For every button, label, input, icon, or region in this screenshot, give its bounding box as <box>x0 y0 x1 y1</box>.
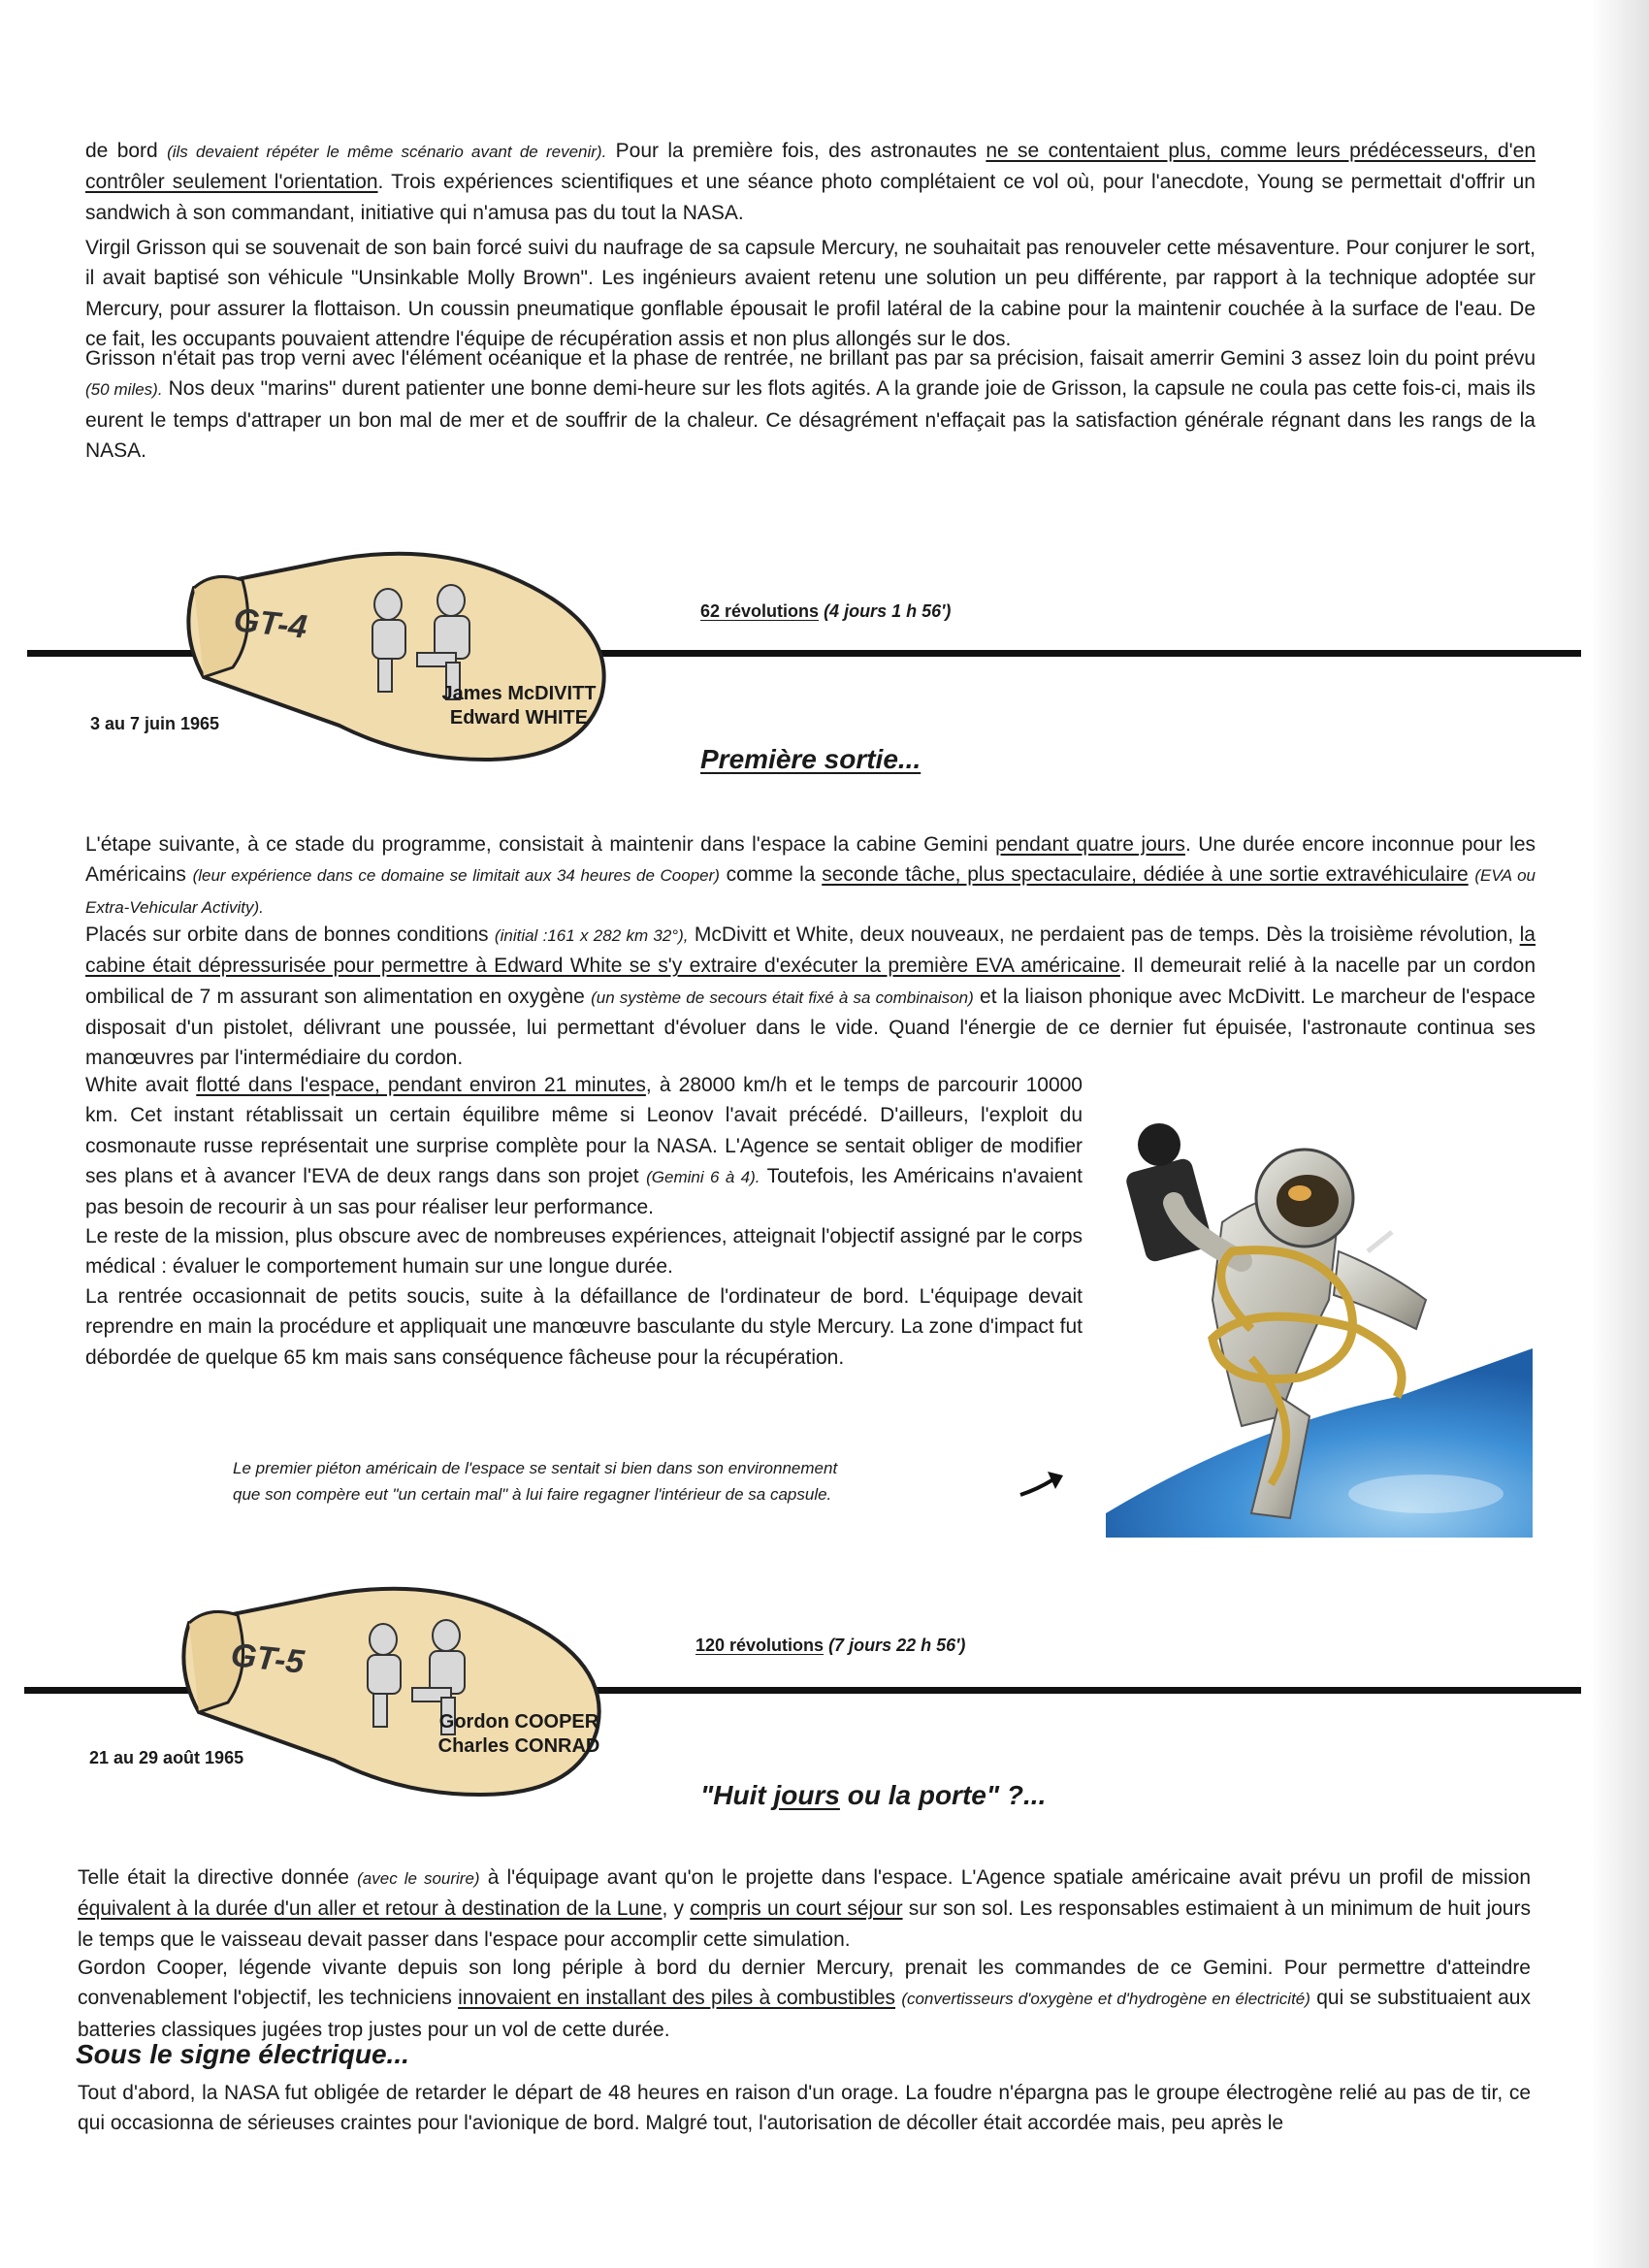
gt5-paragraph-1: Telle était la directive donnée (avec le sourire) à l'équipage avant qu'on le projette dans l'espace. L'Agence spatiale américaine avait prévu un profil de mission équivalent à la durée d'un aller et retour à destination de la Lune, y compris un court séjour sur son sol. Les responsables estimaient à un minimum de huit jours le temps que le vaisseau devait passer dans l'espace pour accomplir cette simulation. <box>78 1866 1532 1951</box>
gt4-paragraph-4: Le reste de la mission, plus obscure avec de nombreuses expériences, atteignait l'objectif assigné par le corps médical : évaluer le comportement humain sur une longue durée. <box>85 1225 1083 1279</box>
gt4-revolutions: 62 révolutions (4 jours 1 h 56') <box>700 601 952 621</box>
intro-paragraph-3: Grisson n'était pas trop verni avec l'élément océanique et la phase de rentrée, ne brillant pas par sa précision, faisait amerrir Gemini 3 assez loin du point prévu (50 miles). Nos deux "marins" durent patienter une bonne demi-heure sur les flots agités. A la grande joie de Grisson, la capsule ne coula pas cette fois-ci, mais ils eurent le temps d'attraper un bon mal de mer et de souffrir de la chaleur. Ce désagrément n'effaçait pas la satisfaction générale régnant dans les rangs de la NASA. <box>85 347 1536 462</box>
astronaut-eva-illustration <box>1106 1106 1533 1538</box>
intro-paragraph-2: Virgil Grisson qui se souvenait de son bain forcé suivi du naufrage de sa capsule Mercury, ne souhaitait pas renouveler cette mésaventure. Pour conjurer le sort, il avait baptisé son véhicule "Unsinkable Molly Brown". Les ingénieurs avaient retenu une solution un peu différente, par rapport à la technique adoptée sur Mercury, pour assurer la flottaison. Un coussin pneumatique gonflable épousait le profil latéral de la cabine pour la maintenir couchée à la surface de l'eau. De ce fait, les occupants pouvaient attendre l'équipe de récupération assis et non plus allongés sur le dos. <box>85 237 1536 350</box>
gt4-date: 3 au 7 juin 1965 <box>90 714 220 733</box>
gt4-heading: Première sortie... <box>700 744 922 774</box>
gt4-paragraph-5: La rentrée occasionnait de petits soucis, suite à la défaillance de l'ordinateur de bord. L'équipage devait reprendre en main la procédure et appliquait une manœuvre basculante du style Mercury. La zone d'impact fut débordée de quelque 65 km mais sans conséquence fâcheuse pour la récupération. <box>85 1285 1083 1369</box>
gt4-caption-line-2: que son compère eut "un certain mal" à lui faire regagner l'intérieur de sa capsule. <box>233 1485 832 1504</box>
gt4-paragraph-1: L'étape suivante, à ce stade du programme, consistait à maintenir dans l'espace la cabine Gemini pendant quatre jours. Une durée encore inconnue pour les Américains (leur expérience dans ce domaine se limitait aux 34 heures de Cooper) comme la seconde tâche, plus spectaculaire, dédiée à une sortie extravéhiculaire (EVA ou Extra-Vehicular Activity). <box>85 833 1536 917</box>
intro-paragraph-1: de bord (ils devaient répéter le même scénario avant de revenir). Pour la première fois, des astronautes ne se contentaient plus, comme leurs prédécesseurs, d'en contrôler seulement l'orientation. Trois expériences scientifiques et une séance photo complétaient ce vol où, pour l'anecdote, Young se permettait d'offrir un sandwich à son commandant, initiative qui n'amusa pas du tout la NASA. <box>85 140 1536 224</box>
gt4-photo-caption <box>233 1455 989 1507</box>
gt4-paragraph-3: White avait flotté dans l'espace, pendant environ 21 minutes, à 28000 km/h et le temps de parcourir 10000 km. Cet instant rétablissait un certain équilibre même si Leonov l'avait précédé. D'ailleurs, l'exploit du cosmonaute russe représentait une surprise complète pour la NASA. L'Agence se sentait obliger de modifier ses plans et à avancer l'EVA de deux rangs dans son projet (Gemini 6 à 4). Toutefois, les Américains n'avaient pas besoin de recourir à un sas pour réaliser leur performance. <box>85 1074 1083 1219</box>
gt4-badge-label: GT-4 <box>232 601 309 646</box>
gt4-crew-commander: James McDIVITT <box>441 683 597 704</box>
gt5-badge-label: GT-5 <box>229 1636 307 1681</box>
gt5-crew-pilot: Charles CONRAD <box>437 1735 600 1757</box>
gt4-paragraph-2: Placés sur orbite dans de bonnes conditions (initial :161 x 282 km 32°), McDivitt et White, deux nouveaux, ne perdaient pas de temps. Dès la troisième révolution, la cabine était dépressurisée pour permettre à Edward White se s'y extraire d'exécuter la première EVA américaine. Il demeurait relié à la nacelle par un cordon ombilical de 7 m assurant son alimentation en oxygène (un système de secours était fixé à sa combinaison) et la liaison phonique avec McDivitt. Le marcheur de l'espace disposait d'un pistolet, délivrant une poussée, lui permettant d'évoluer dans le vide. Quand l'énergie de ce dernier fut épuisée, l'astronaute continua ses manœuvres par l'intermédiaire du cordon. <box>85 923 1536 1070</box>
gt5-crew-commander: Gordon COOPER <box>438 1711 599 1733</box>
gt5-subheading: Sous le signe électrique... <box>76 2039 409 2069</box>
gt5-crew <box>422 1710 616 1759</box>
gt4-crew <box>432 682 606 730</box>
page-edge <box>1591 0 1649 2268</box>
gt5-revolutions: 120 révolutions (7 jours 22 h 56') <box>695 1636 966 1655</box>
gt4-crew-pilot: Edward WHITE <box>449 707 589 729</box>
gt5-paragraph-2: Gordon Cooper, légende vivante depuis son long périple à bord du dernier Mercury, prenait les commandes de ce Gemini. Pour permettre d'atteindre convenablement l'objectif, les techniciens innovaient en installant des piles à combustibles (convertisseurs d'oxygène et d'hydrogène en électricité) qui se substituaient aux batteries classiques jugées trop justes pour un vol de cette durée. <box>78 1957 1531 2041</box>
caption-arrow-icon <box>1018 1470 1067 1499</box>
gt5-paragraph-3: Tout d'abord, la NASA fut obligée de retarder le départ de 48 heures en raison d'un orage. La foudre n'épargna pas le groupe électrogène relié au pas de tir, ce qui occasionna de sérieuses craintes pour l'avionique de bord. Malgré tout, l'autorisation de décoller était accordée mais, peu après le <box>78 2082 1531 2135</box>
gt4-caption-line-1: Le premier piéton américain de l'espace se sentait si bien dans son environnement <box>233 1459 838 1477</box>
gt5-date: 21 au 29 août 1965 <box>89 1748 244 1767</box>
gt4-capsule-badge <box>175 541 630 764</box>
gt5-heading: "Huit jours ou la porte" ?... <box>700 1780 1047 1810</box>
